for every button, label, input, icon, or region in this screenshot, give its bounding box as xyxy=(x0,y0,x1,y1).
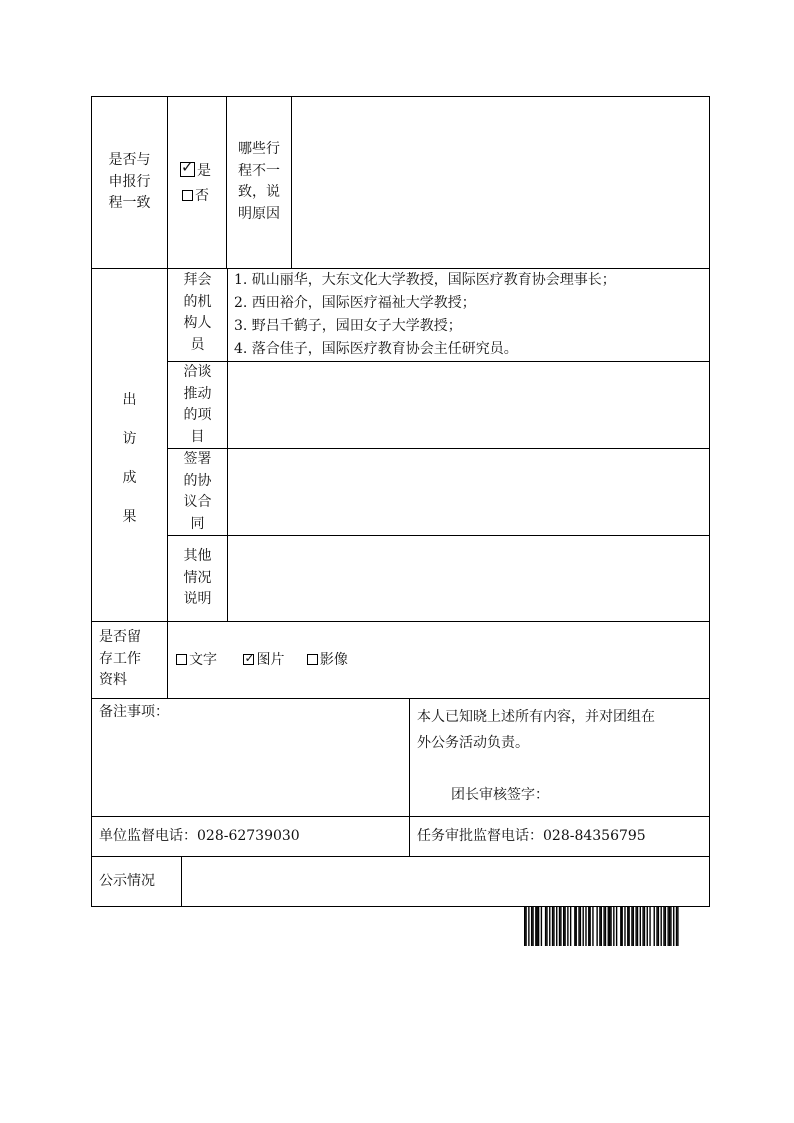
responsibility-statement: 本人已知晓上述所有内容，并对团组在 外公务活动负责。 xyxy=(417,709,655,751)
barcode-bar xyxy=(627,906,628,946)
barcode-bar xyxy=(642,906,643,946)
barcode-bar xyxy=(610,906,611,946)
barcode-bar xyxy=(541,906,542,946)
col-border xyxy=(709,96,710,907)
barcode-bar xyxy=(605,906,606,946)
barcode-bar xyxy=(599,906,600,946)
barcode-bar xyxy=(677,906,678,946)
barcode-bar xyxy=(613,906,614,946)
barcode-bar xyxy=(654,906,655,946)
barcode-bar xyxy=(578,906,579,946)
approval-phone: 任务审批监督电话：028-84356795 xyxy=(417,828,646,844)
col-border xyxy=(181,856,182,906)
barcode-bar xyxy=(637,906,638,946)
barcode-bar xyxy=(538,906,539,946)
barcode-bar xyxy=(583,906,584,946)
barcode-bar xyxy=(601,906,602,946)
barcode-bar xyxy=(570,906,571,946)
barcode-bar xyxy=(669,906,670,946)
barcode-bar xyxy=(535,906,536,946)
consistency-label: 是否与 申报行 程一致 xyxy=(108,152,151,211)
barcode-bar xyxy=(524,906,525,946)
materials-options xyxy=(176,649,348,671)
barcode-bar xyxy=(649,906,650,946)
projects-field[interactable] xyxy=(234,365,704,445)
barcode-bar xyxy=(559,906,560,946)
barcode-bar xyxy=(567,906,568,946)
outcome-label: 出 访 成 果 xyxy=(122,392,137,525)
barcode-bar xyxy=(592,906,593,946)
row-border xyxy=(167,361,710,362)
diff-reason-field[interactable] xyxy=(298,100,703,264)
unit-phone: 单位监督电话：028-62739030 xyxy=(99,828,300,844)
barcode-bar xyxy=(635,906,636,946)
barcode-bar xyxy=(628,906,629,946)
diff-label: 哪些行 程不一 致，说 明原因 xyxy=(238,141,280,222)
list-item: 3. 野吕千鹤子，园田女子大学教授； xyxy=(234,318,462,334)
other-field[interactable] xyxy=(234,539,704,617)
barcode-bar xyxy=(665,906,666,946)
barcode-bar xyxy=(658,906,659,946)
row-border xyxy=(91,856,710,857)
barcode-bar xyxy=(525,906,526,946)
notes-label: 备注事项： xyxy=(99,704,169,720)
barcode-bar xyxy=(564,906,565,946)
barcode-bar xyxy=(576,906,577,946)
barcode-bar xyxy=(656,906,657,946)
barcode-bar xyxy=(560,906,561,946)
barcode-bar xyxy=(676,906,677,946)
list-item: 4. 落合佳子，国际医疗教育协会主任研究员。 xyxy=(234,341,518,357)
publicity-field[interactable] xyxy=(188,860,703,902)
projects-label: 洽谈 推动 的项 目 xyxy=(183,364,212,445)
barcode-image xyxy=(524,906,680,946)
row-border xyxy=(91,96,710,97)
barcode-bar xyxy=(545,906,546,946)
barcode-bar xyxy=(556,906,557,946)
agreements-field[interactable] xyxy=(234,452,704,532)
signature-label: 团长审核签字： xyxy=(451,787,549,803)
barcode-bar xyxy=(552,906,553,946)
barcode-bar xyxy=(609,906,610,946)
barcode-bar xyxy=(574,906,575,946)
barcode-bar xyxy=(549,906,550,946)
barcode-bar xyxy=(673,906,674,946)
barcode-bar xyxy=(585,906,586,946)
barcode-bar xyxy=(528,906,529,946)
barcode-bar xyxy=(537,906,538,946)
barcode-bar xyxy=(608,906,609,946)
image-checkbox[interactable] xyxy=(243,654,254,665)
barcode-bar xyxy=(644,906,645,946)
list-item: 2. 西田裕介，国际医疗福祉大学教授； xyxy=(234,295,476,311)
video-checkbox[interactable] xyxy=(307,654,318,665)
visited-label: 拜会 的机 构人 员 xyxy=(183,272,212,353)
col-border xyxy=(227,268,228,621)
row-border xyxy=(167,448,710,449)
barcode-bar xyxy=(667,906,668,946)
agreements-label: 签署 的协 议合 同 xyxy=(183,451,212,532)
materials-label: 是否留 存工作 资料 xyxy=(99,629,141,688)
list-item: 1. 矶山丽华，大东文化大学教授，国际医疗教育协会理事长； xyxy=(234,272,616,288)
consistency-yes-option[interactable]: ✓是 xyxy=(180,160,211,182)
consistency-no-option[interactable]: 否 xyxy=(182,185,209,207)
barcode-bar xyxy=(631,906,632,946)
barcode-bar xyxy=(661,906,662,946)
row-border xyxy=(91,621,710,622)
row-border xyxy=(91,816,710,817)
barcode-bar xyxy=(663,906,664,946)
row-border xyxy=(167,535,710,536)
yes-checkbox[interactable] xyxy=(180,162,195,177)
barcode-bar xyxy=(553,906,554,946)
col-border xyxy=(291,96,292,268)
material-option-text[interactable]: 文字 xyxy=(176,652,217,668)
other-label: 其他 情况 说明 xyxy=(183,548,212,607)
barcode-bar xyxy=(647,906,648,946)
barcode-bar xyxy=(531,906,532,946)
barcode-bar xyxy=(589,906,590,946)
barcode-bar xyxy=(596,906,597,946)
barcode-bar xyxy=(563,906,564,946)
barcode-bar xyxy=(670,906,671,946)
row-border xyxy=(91,698,710,699)
barcode-bar xyxy=(603,906,604,946)
barcode-bar xyxy=(588,906,589,946)
barcode-bar xyxy=(633,906,634,946)
barcode-bar xyxy=(624,906,625,946)
barcode-bar xyxy=(532,906,533,946)
material-option-image[interactable]: ✓ 图片 xyxy=(243,652,284,668)
barcode-bar xyxy=(622,906,623,946)
col-border xyxy=(409,698,410,856)
barcode-bar xyxy=(616,906,617,946)
barcode-bar xyxy=(620,906,621,946)
barcode-bar xyxy=(546,906,547,946)
barcode-bar xyxy=(640,906,641,946)
barcode-bar xyxy=(580,906,581,946)
material-option-video[interactable]: 影像 xyxy=(307,652,348,668)
text-checkbox[interactable] xyxy=(176,654,187,665)
publicity-label: 公示情况 xyxy=(99,873,155,889)
no-checkbox[interactable] xyxy=(182,190,193,201)
